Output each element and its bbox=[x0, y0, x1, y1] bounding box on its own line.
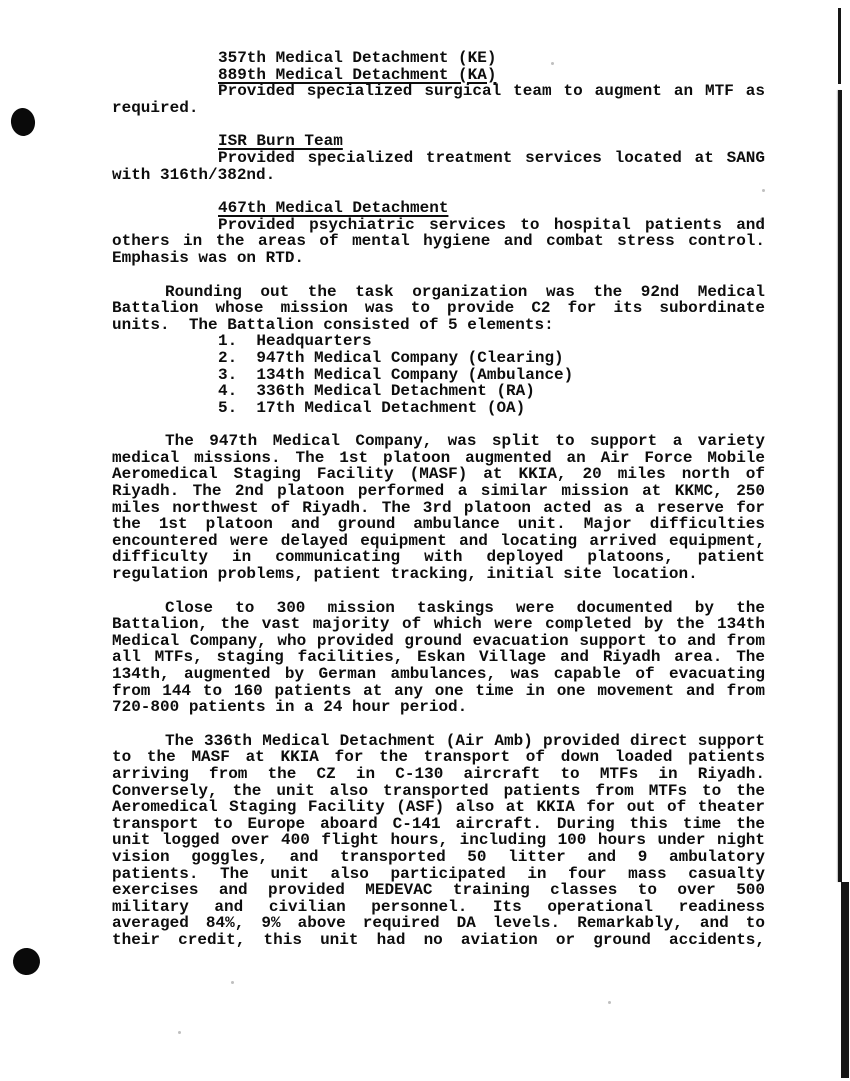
scan-noise-speck bbox=[178, 1031, 181, 1034]
scan-edge-bar bbox=[838, 8, 841, 84]
text-line: patients. The unit also participated in four mass casualty bbox=[112, 864, 765, 883]
text-line: The 336th Medical Detachment (Air Amb) provided direct support bbox=[165, 731, 765, 750]
text-line: miles northwest of Riyadh. The 3rd platoon acted as a reserve for bbox=[112, 498, 765, 517]
text-line: unit logged over 400 flight hours, including 100 hours under night bbox=[112, 831, 765, 850]
text-line: from 144 to 160 patients at any one time in one movement and from bbox=[112, 681, 765, 700]
text-line: required. bbox=[112, 98, 199, 117]
scan-noise-speck bbox=[608, 1001, 611, 1004]
hole-punch-bottom-icon bbox=[12, 947, 41, 976]
text-line: 4. 336th Medical Detachment (RA) bbox=[218, 382, 535, 401]
text-line: averaged 84%, 9% above required DA levels. Remarkably, and to bbox=[112, 914, 765, 933]
scan-noise-speck bbox=[231, 981, 234, 984]
text-line: 720-800 patients in a 24 hour period. bbox=[112, 698, 468, 717]
text-line: all MTFs, staging facilities, Eskan Village and Riyadh area. The bbox=[112, 648, 765, 667]
text-line: to the MASF at KKIA for the transport of down loaded patients bbox=[112, 748, 765, 767]
text-line: 134th, augmented by German ambulances, was capable of evacuating bbox=[112, 665, 765, 683]
text-line: their credit, this unit had no aviation or ground accidents, bbox=[112, 930, 765, 949]
text-line: Aeromedical Staging Facility (MASF) at KKIA, 20 miles north of bbox=[112, 465, 765, 484]
467th-detachment-block bbox=[112, 200, 765, 266]
hole-punch-top-icon bbox=[9, 106, 37, 137]
task-organization-block bbox=[112, 284, 765, 417]
text-line: 5. 17th Medical Detachment (OA) bbox=[218, 398, 526, 417]
text-line: 467th Medical Detachment bbox=[218, 199, 449, 218]
text-line: Battalion, the vast majority of which were completed by the 134th bbox=[112, 615, 765, 634]
text-line: arriving from the CZ in C-130 aircraft to MTFs in Riyadh. bbox=[112, 764, 765, 783]
isr-burn-team-block bbox=[112, 133, 765, 183]
text-line: Emphasis was on RTD. bbox=[112, 248, 305, 267]
text-line: Close to 300 mission taskings were documented by the bbox=[165, 598, 765, 617]
text-line: military and civilian personnel. Its operational readiness bbox=[112, 897, 765, 916]
text-line: Provided psychiatric services to hospital patients and bbox=[218, 215, 765, 234]
336th-detachment-paragraph bbox=[112, 733, 765, 949]
text-line: vision goggles, and transported 50 litter and 9 ambulatory bbox=[112, 847, 765, 866]
text-line: difficulty in communicating with deployed platoons, patient bbox=[112, 548, 765, 567]
text-line: with 316th/382nd. bbox=[112, 165, 276, 184]
text-line: The 947th Medical Company, was split to support a variety bbox=[165, 432, 765, 451]
text-line: Battalion whose mission was to provide C2 for its subordinate bbox=[112, 299, 765, 318]
mission-taskings-paragraph bbox=[112, 600, 765, 716]
947th-company-paragraph bbox=[112, 433, 765, 582]
surgical-detachments-block bbox=[112, 50, 765, 116]
text-line: others in the areas of mental hygiene and combat stress control. bbox=[112, 232, 765, 251]
document-text-column bbox=[112, 50, 765, 949]
text-line: the 1st platoon and ground ambulance unit. Major difficulties bbox=[112, 515, 765, 534]
text-line: Provided specialized surgical team to augment an MTF as bbox=[218, 82, 765, 101]
scan-edge-bar bbox=[841, 882, 849, 1078]
text-line: Rounding out the task organization was the 92nd Medical bbox=[165, 282, 765, 301]
text-line: 1. Headquarters bbox=[218, 332, 372, 351]
text-line: encountered were delayed equipment and locating arrived equipment, bbox=[112, 531, 765, 550]
text-line: Riyadh. The 2nd platoon performed a similar mission at KKMC, 250 bbox=[112, 482, 765, 501]
text-line: regulation problems, patient tracking, initial site location. bbox=[112, 565, 698, 584]
text-line: Conversely, the unit also transported patients from MTFs to the bbox=[112, 781, 765, 800]
text-line: 889th Medical Detachment (KA) bbox=[218, 65, 497, 84]
text-line: Medical Company, who provided ground evacuation support to and from bbox=[112, 631, 765, 650]
text-line: medical missions. The 1st platoon augmented an Air Force Mobile bbox=[112, 448, 765, 467]
text-line: ISR Burn Team bbox=[218, 132, 343, 151]
scan-edge-bar bbox=[838, 90, 842, 882]
text-line: Aeromedical Staging Facility (ASF) also at KKIA for out of theater bbox=[112, 798, 765, 817]
text-line: 3. 134th Medical Company (Ambulance) bbox=[218, 365, 574, 384]
text-line: 2. 947th Medical Company (Clearing) bbox=[218, 348, 564, 367]
text-line: transport to Europe aboard C-141 aircraft. During this time the bbox=[112, 814, 765, 833]
text-line: 357th Medical Detachment (KE) bbox=[218, 49, 497, 67]
text-line: Provided specialized treatment services located at SANG bbox=[218, 148, 765, 167]
text-line: exercises and provided MEDEVAC training classes to over 500 bbox=[112, 881, 765, 900]
text-line: units. The Battalion consisted of 5 elements: bbox=[112, 315, 554, 334]
